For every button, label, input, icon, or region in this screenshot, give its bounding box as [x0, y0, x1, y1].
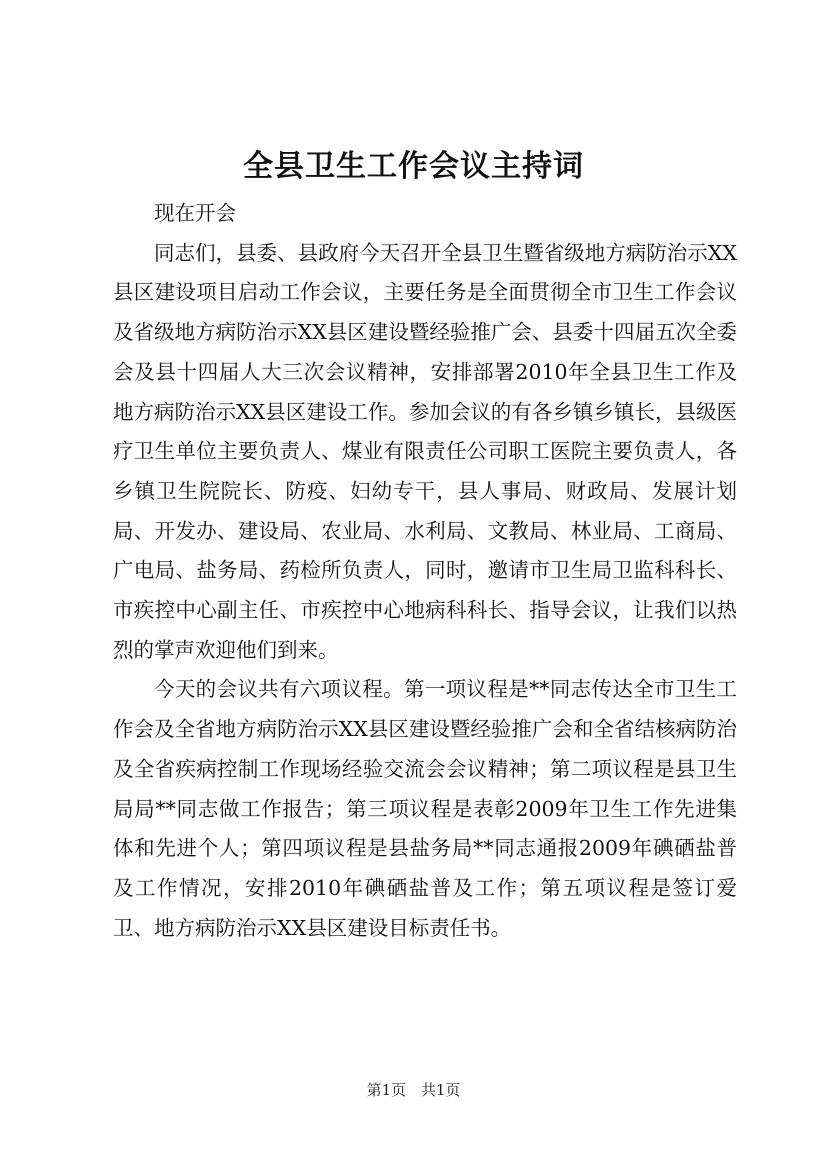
opening-paragraph: 现在开会: [154, 201, 236, 225]
page-number: 第1页: [366, 1081, 407, 1099]
page-footer: [0, 1078, 827, 1102]
document-title: 全县卫生工作会议主持词: [243, 149, 584, 184]
attendees-paragraph: 同志们，县委、县政府今天召开全县卫生暨省级地方病防治示XX县区建设项目启动工作会议，主要任务是全面贯彻全市卫生工作会议及省级地方病防治示XX县区建设暨经验推广会、县委十四届五次全委会及县十四届人大三次会议精神，安排部署2010年全县卫生工作及地方病防治示XX县区建设工作。参加会议的有各乡镇乡镇长，县级医疗卫生单位主要负责人、煤业有限责任公司职工医院主要负责人，各乡镇卫生院院长、防疫、妇幼专干，县人事局、财政局、发展计划局、开发办、建设局、农业局、水利局、文教局、林业局、工商局、广电局、盐务局、药检所负责人，同时，邀请市卫生局卫监科科长、市疾控中心副主任、市疾控中心地病科科长、指导会议，让我们以热烈的掌声欢迎他们到来。: [113, 240, 737, 662]
document-body: [113, 194, 737, 948]
agenda-paragraph: 今天的会议共有六项议程。第一项议程是**同志传达全市卫生工作会及全省地方病防治示XX县区建设暨经验推广会和全省结核病防治及全省疾病控制工作现场经验交流会会议精神；第二项议程是县卫生局局**同志做工作报告；第三项议程是表彰2009年卫生工作先进集体和先进个人；第四项议程是县盐务局**同志通报2009年碘硒盐普及工作情况，安排2010年碘硒盐普及工作；第五项议程是签订爱卫、地方病防治示XX县区建设目标责任书。: [113, 677, 737, 940]
page-total: 共1页: [420, 1081, 461, 1099]
